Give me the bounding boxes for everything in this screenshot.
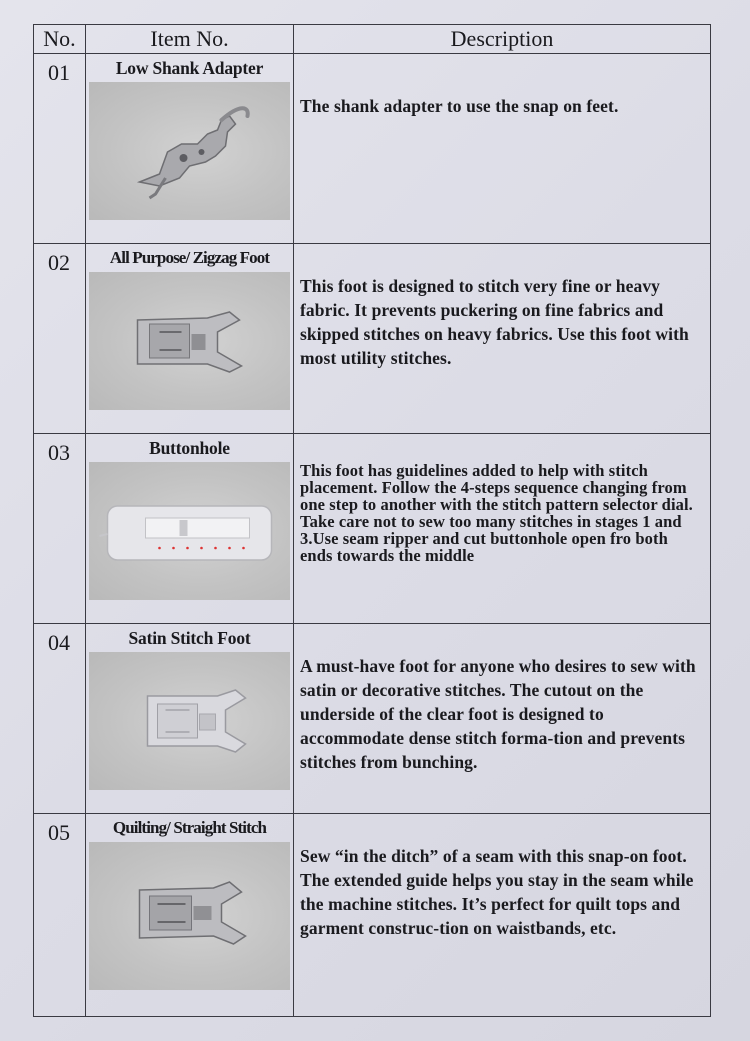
- shank-adapter-icon: [89, 82, 290, 220]
- description-text: This foot has guidelines added to help with stitch placement. Follow the 4-steps sequence changing from one step to another with the stitch pattern selector dial.: [300, 461, 693, 514]
- row-number: 05: [34, 814, 86, 1017]
- description-cell: [294, 434, 711, 624]
- item-cell: [86, 624, 294, 814]
- item-name: Buttonhole: [149, 438, 230, 458]
- table-header-row: [34, 25, 711, 54]
- description-cell: [294, 814, 711, 1017]
- header-no: No.: [34, 25, 86, 54]
- header-item: Item No.: [86, 25, 294, 54]
- table-row: [34, 814, 711, 1017]
- satin-stitch-foot-icon: [89, 652, 290, 790]
- description-text: The shank adapter to use the snap on feet.: [300, 96, 619, 116]
- item-photo: [89, 272, 290, 410]
- zigzag-foot-icon: [89, 272, 290, 410]
- item-cell: [86, 244, 294, 434]
- item-photo: [89, 652, 290, 790]
- table-row: [34, 244, 711, 434]
- item-name: Satin Stitch Foot: [128, 628, 251, 648]
- table-row: [34, 54, 711, 244]
- description-text: Take care not to sew too many stitches in stages 1 and 3.Use seam ripper and cut buttonhole open fro both ends towards the middle: [300, 512, 682, 565]
- description-cell: [294, 244, 711, 434]
- item-photo: [89, 82, 290, 220]
- item-cell: [86, 814, 294, 1017]
- row-number: 02: [34, 244, 86, 434]
- table-row: [34, 434, 711, 624]
- item-photo: [89, 842, 290, 990]
- description-text: This foot is designed to stitch very fine or heavy fabric. It prevents puckering on fine fabrics and skipped stitches on heavy fabrics. Use this foot with most utility stitches.: [300, 276, 689, 368]
- row-number: 04: [34, 624, 86, 814]
- item-cell: [86, 434, 294, 624]
- row-number: 03: [34, 434, 86, 624]
- header-description: Description: [294, 25, 711, 54]
- item-name: All Purpose/ Zigzag Foot: [109, 248, 270, 267]
- item-name: Low Shank Adapter: [115, 58, 264, 78]
- item-name: Quilting/ Straight Stitch: [112, 818, 267, 837]
- item-cell: [86, 54, 294, 244]
- straight-stitch-foot-icon: [89, 842, 290, 990]
- description-text: A must-have foot for anyone who desires to sew with satin or decorative stitches. The cutout on the underside of the clear foot is designed to accommodate dense stitch forma-tion and prevents stitches from bunching.: [300, 656, 696, 772]
- description-text: Sew “in the ditch” of a seam with this snap-on foot. The extended guide helps you stay in the seam while the machine stitches. It’s perfect for quilt tops and garment construc-tion on waistbands, etc.: [300, 846, 694, 938]
- buttonhole-foot-icon: [89, 462, 290, 600]
- description-cell: [294, 54, 711, 244]
- description-cell: [294, 624, 711, 814]
- table-row: [34, 624, 711, 814]
- accessory-table: [33, 24, 711, 1017]
- row-number: 01: [34, 54, 86, 244]
- item-photo: [89, 462, 290, 600]
